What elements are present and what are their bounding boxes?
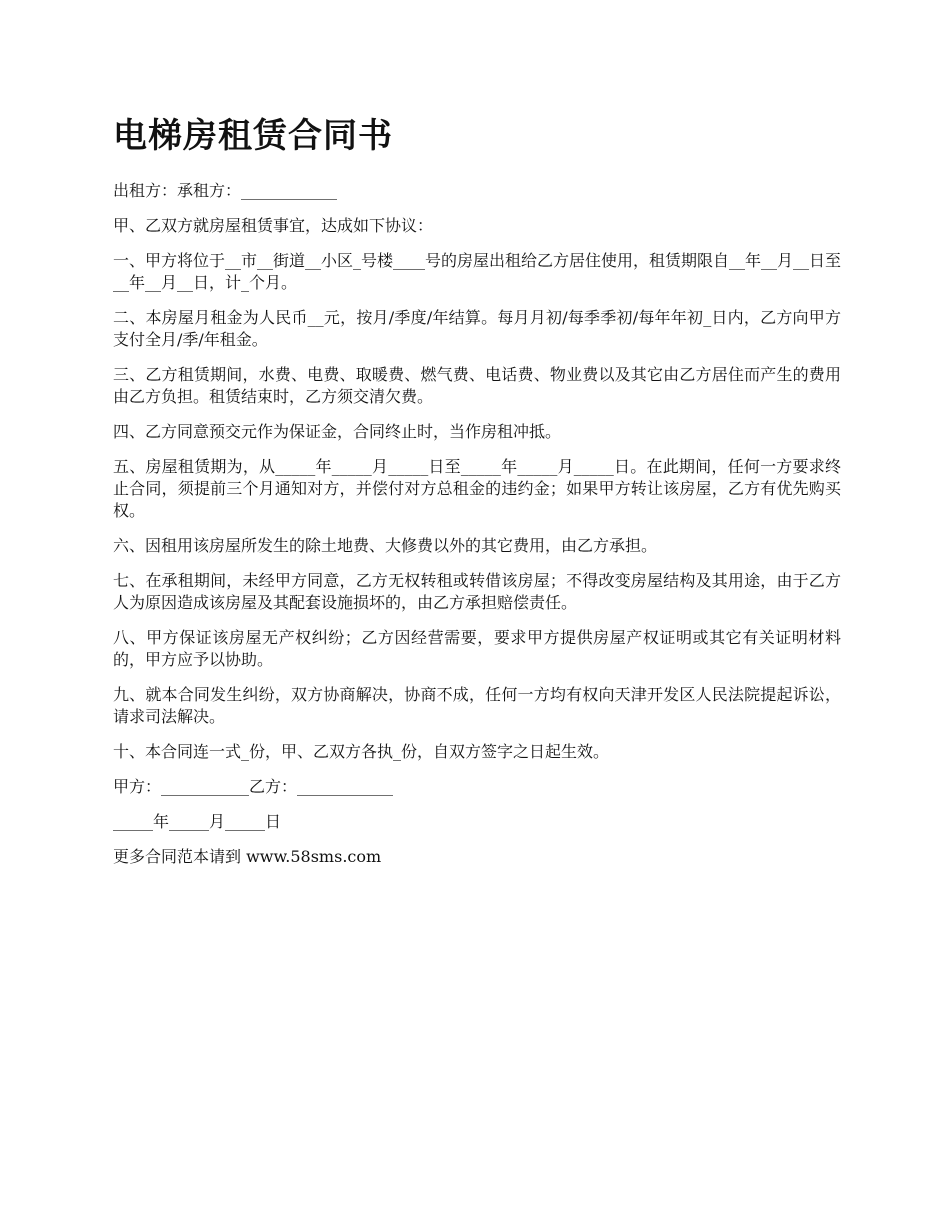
document-title: 电梯房租赁合同书: [113, 116, 393, 156]
clause-7: 七、在承租期间，未经甲方同意，乙方无权转租或转借该房屋；不得改变房屋结构及其用途，由于乙方人为原因造成该房屋及其配套设施损坏的，由乙方承担赔偿责任。: [113, 571, 841, 612]
clause-2: 二、本房屋月租金为人民币__元，按月/季度/年结算。每月月初/每季季初/每年年初_日内，乙方向甲方支付全月/季/年租金。: [113, 308, 841, 349]
clause-6: 六、因租用该房屋所发生的除土地费、大修费以外的其它费用，由乙方承担。: [113, 536, 658, 555]
footer-link-text: 更多合同范本请到 www.58sms.com: [113, 847, 382, 866]
clause-1: 一、甲方将位于__市__街道__小区_号楼____号的房屋出租给乙方居住使用，租赁期限自__年__月__日至__年__月__日，计_个月。: [113, 251, 842, 292]
party-line: 出租方：承租方：____________: [113, 181, 338, 200]
clause-4: 四、乙方同意预交元作为保证金，合同终止时，当作房租冲抵。: [113, 422, 562, 441]
signature-line: 甲方：___________乙方：____________: [113, 777, 394, 796]
document-page: [113, 112, 841, 881]
clause-9: 九、就本合同发生纠纷，双方协商解决，协商不成，任何一方均有权向天津开发区人民法院提起诉讼，请求司法解决。: [113, 685, 841, 726]
clause-3: 三、乙方租赁期间，水费、电费、取暖费、燃气费、电话费、物业费以及其它由乙方居住而产生的费用由乙方负担。租赁结束时，乙方须交清欠费。: [113, 365, 841, 406]
agreement-intro: 甲、乙双方就房屋租赁事宜，达成如下协议：: [113, 216, 434, 235]
clause-8: 八、甲方保证该房屋无产权纠纷；乙方因经营需要，要求甲方提供房屋产权证明或其它有关证明材料的，甲方应予以协助。: [113, 628, 841, 669]
clause-10: 十、本合同连一式_份，甲、乙双方各执_份，自双方签字之日起生效。: [113, 742, 610, 761]
clause-5: 五、房屋租赁期为，从_____年_____月_____日至_____年_____月_____日。在此期间，任何一方要求终止合同，须提前三个月通知对方，并偿付对方总租金的违约金；如果甲方转让该房屋，乙方有优先购买权。: [113, 457, 841, 520]
date-line: _____年_____月_____日: [113, 812, 282, 831]
